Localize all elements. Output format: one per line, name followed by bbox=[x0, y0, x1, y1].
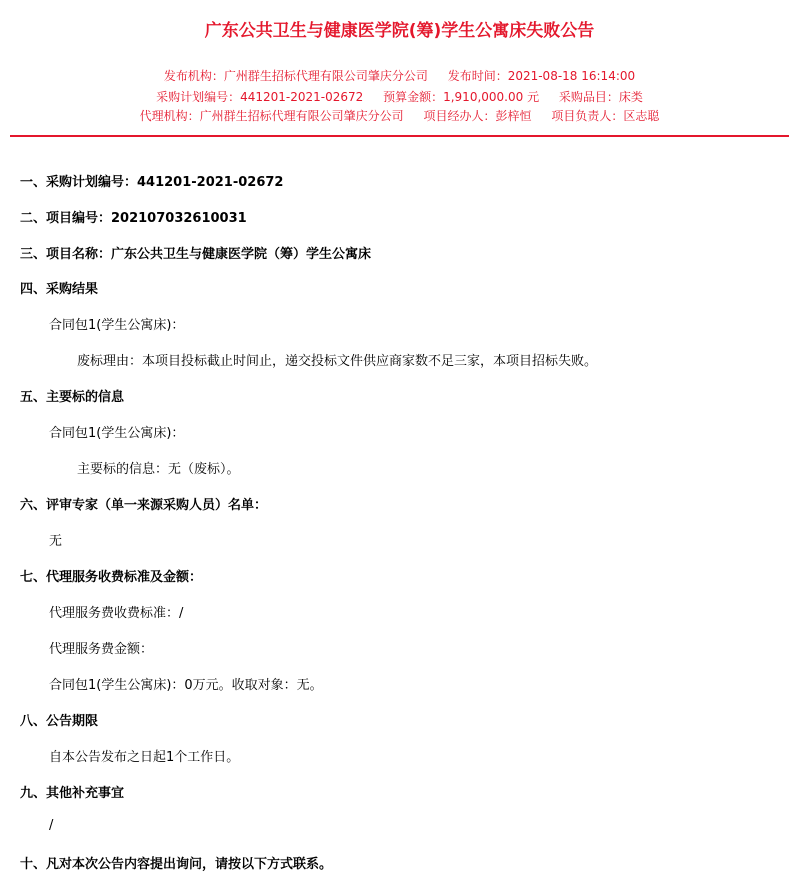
section-project-name: 三、项目名称：广东公共卫生与健康医学院（筹）学生公寓床 bbox=[20, 247, 372, 262]
fee-package: 合同包1(学生公寓床)：0万元。收取对象：无。 bbox=[49, 678, 323, 693]
fee-amount: 代理服务费金额： bbox=[49, 642, 154, 657]
notice-period-value: 自本公告发布之日起1个工作日。 bbox=[49, 750, 240, 765]
section-notice-period: 八、公告期限 bbox=[20, 714, 99, 729]
subject-package: 合同包1(学生公寓床)： bbox=[49, 426, 185, 441]
other-matters-value: / bbox=[49, 818, 54, 833]
project-manager: 项目经办人：彭梓恒 bbox=[423, 109, 532, 123]
result-package: 合同包1(学生公寓床)： bbox=[49, 318, 185, 333]
header-divider bbox=[10, 135, 789, 137]
section-agency-fee: 七、代理服务收费标准及金额： bbox=[20, 570, 203, 585]
plan-number: 采购计划编号：441201-2021-02672 bbox=[156, 90, 364, 104]
project-leader: 项目负责人：区志聪 bbox=[551, 109, 660, 123]
publish-time: 发布时间：2021-08-18 16:14:00 bbox=[447, 69, 636, 83]
section-experts: 六、评审专家（单一来源采购人员）名单： bbox=[20, 498, 268, 513]
meta-row-1 bbox=[0, 67, 799, 84]
agency: 代理机构：广州群生招标代理有限公司肇庆分公司 bbox=[139, 109, 404, 123]
section-plan-number: 一、采购计划编号：441201-2021-02672 bbox=[20, 175, 284, 190]
budget-amount: 预算金额：1,910,000.00 元 bbox=[383, 90, 540, 104]
section-project-number: 二、项目编号：202107032610031 bbox=[20, 211, 247, 226]
fee-standard: 代理服务费收费标准：/ bbox=[49, 606, 184, 621]
section-other-matters: 九、其他补充事宜 bbox=[20, 786, 125, 801]
section-procurement-result: 四、采购结果 bbox=[20, 282, 99, 297]
publisher: 发布机构：广州群生招标代理有限公司肇庆分公司 bbox=[163, 69, 428, 83]
meta-row-3 bbox=[0, 107, 799, 124]
failure-reason: 废标理由：本项目投标截止时间止，递交投标文件供应商家数不足三家，本项目招标失败。 bbox=[77, 354, 598, 369]
page-title: 广东公共卫生与健康医学院(筹)学生公寓床失败公告 bbox=[204, 21, 595, 41]
meta-row-2 bbox=[0, 88, 799, 105]
subject-info: 主要标的信息：无（废标）。 bbox=[77, 462, 240, 477]
experts-value: 无 bbox=[49, 534, 63, 549]
section-main-subject: 五、主要标的信息 bbox=[20, 390, 125, 405]
section-contact: 十、凡对本次公告内容提出询问，请按以下方式联系。 bbox=[20, 857, 333, 872]
procurement-category: 采购品目：床类 bbox=[558, 90, 643, 104]
